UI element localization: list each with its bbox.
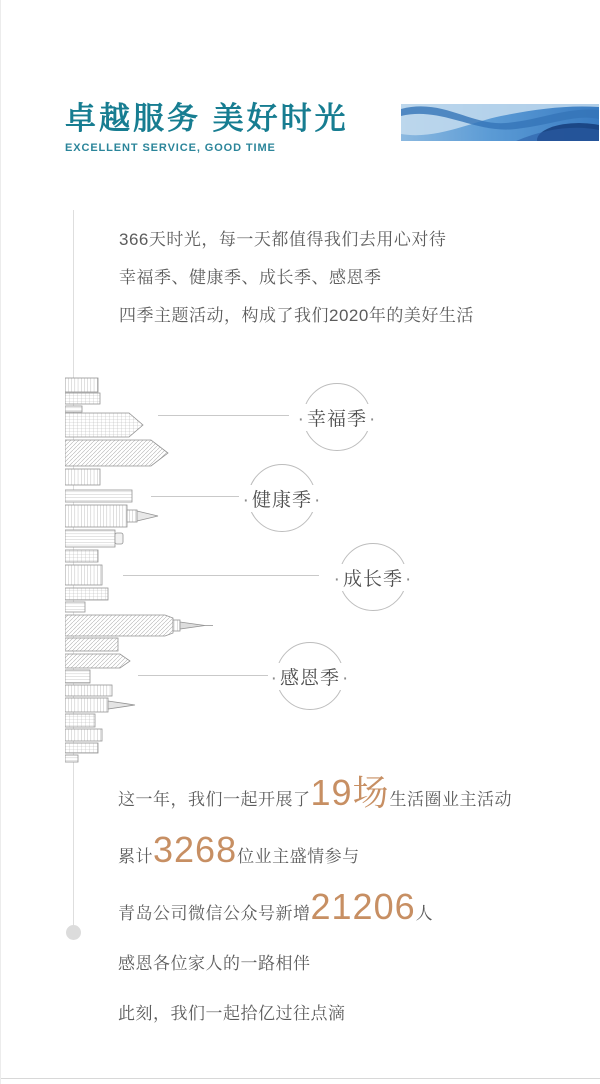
stat-text: 生活圈业主活动 — [389, 790, 513, 809]
wave-icon — [401, 104, 599, 141]
stat-line-followers — [118, 882, 512, 939]
season-label: · 健康季 · — [242, 485, 323, 512]
stats-block — [118, 768, 512, 1039]
stat-number-participants: 3268 — [153, 829, 238, 870]
intro-line-3: 四季主题活动，构成了我们2020年的美好生活 — [119, 306, 474, 325]
stat-line-participants — [118, 825, 512, 882]
season-badge-health — [248, 464, 316, 532]
connector-line-health — [151, 496, 239, 497]
season-badge-happiness — [303, 383, 371, 451]
closing-line-2: 此刻，我们一起拾亿过往点滴 — [118, 1004, 346, 1023]
city-skyline-illustration — [65, 374, 215, 766]
season-badge-growth — [339, 543, 407, 611]
season-badge-gratitude — [276, 642, 344, 710]
stat-line-activities — [118, 768, 512, 825]
intro-line-1: 366天时光，每一天都值得我们去用心对待 — [119, 230, 447, 249]
closing-line-1: 感恩各位家人的一路相伴 — [118, 954, 311, 973]
stat-text: 位业主盛情参与 — [237, 847, 360, 866]
season-label: · 幸福季 · — [297, 404, 378, 431]
stat-text: 累计 — [118, 847, 153, 866]
connector-line-gratitude — [138, 675, 268, 676]
connector-line-growth — [123, 575, 319, 576]
stat-text: 人 — [415, 904, 434, 923]
skyline-buildings — [65, 378, 213, 762]
stat-text: 青岛公司微信公众号新增 — [118, 904, 311, 923]
header — [65, 100, 349, 154]
stat-text: 这一年，我们一起开展了 — [118, 790, 311, 809]
intro-line-2: 幸福季、健康季、成长季、感恩季 — [119, 268, 382, 287]
stat-number-activities: 19场 — [310, 772, 390, 813]
stat-number-followers: 21206 — [310, 886, 416, 927]
wave-banner-graphic — [401, 104, 599, 141]
season-label: · 感恩季 · — [270, 663, 351, 690]
intro-paragraph — [119, 221, 474, 335]
connector-line-happiness — [158, 415, 289, 416]
bottom-divider — [1, 1078, 600, 1079]
season-label: · 成长季 · — [333, 564, 414, 591]
page-title: 卓越服务 美好时光 — [65, 101, 349, 136]
timeline-dot — [66, 925, 81, 940]
page-subtitle: EXCELLENT SERVICE, GOOD TIME — [65, 142, 276, 155]
